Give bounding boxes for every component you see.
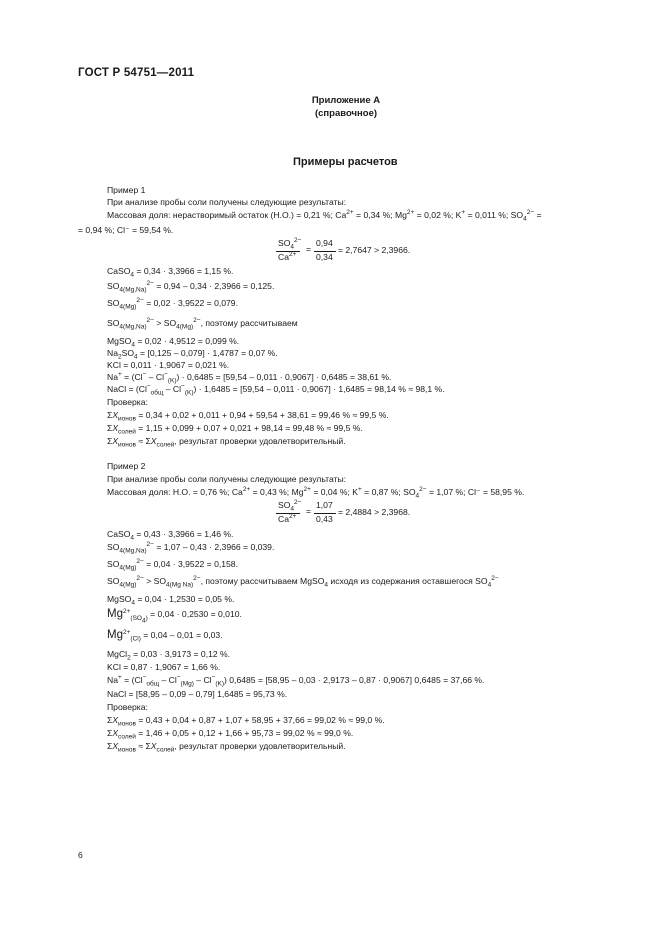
example2-na: $Na^+ = (Cl^-_{общ} - Cl^-_{(Mg)} - Cl^-_{(K)}) 0,6485 = [58,95 - 0,03 \cdot 2,9173 - 0,87 \cdot 0,9067] 0,6485 = 37,66$ %. bbox=[107, 674, 485, 688]
example1-kcl: KCl = 0,011 · 1,9067 = 0,021 %. bbox=[107, 360, 230, 370]
example2-intro: При анализе пробы соли получены следующие результаты: bbox=[107, 474, 347, 484]
fraction-numerator: $SO_4^{2-}$ bbox=[278, 499, 302, 513]
example1-mass-line: Массовая доля: нерастворимый остаток (Н.О.) = 0,21 %; $Ca^{2+} = 0,34$ %; $Mg^{2+} = 0,02$ %; K+ = 0,011 %; $SO_4^{2-}$ = bbox=[107, 209, 542, 223]
section-title: Примеры расчетов bbox=[293, 156, 398, 168]
example2-so4-mgna: $SO_{4(Mg,Na)}^{2-} = 1,07 - 0,43 \cdot 2,3966 = 0,039$. bbox=[107, 541, 275, 555]
fraction-result: = 2,4884 > 2,3968. bbox=[338, 507, 411, 517]
example1-compare: $SO_{4(Mg,Na)}^{2-} > SO_{4(Mg)}^{2-}$, поэтому рассчитываем bbox=[107, 317, 298, 331]
example1-sum-ions: $\Sigma X_{ионов} = 0,34 + 0,02 + 0,011 + 0,94 + 59,54 + 38,61 = 99,46$ % ≈ 99,5 %. bbox=[107, 410, 389, 423]
example1-na: $Na^+ = (Cl^- - Cl^-_{(K)}) \cdot 0,6485 = [59,54 - 0,011 \cdot 0,9067] \cdot 0,6485 = 38,61$ %. bbox=[107, 371, 392, 385]
example1-so4-mg: $SO_{4(Mg)}^{2-} = 0,02 \cdot 3,9522 = 0,079$. bbox=[107, 297, 238, 311]
example2-mgcl2: MgCl$_2$ = 0,03 · 3,9173 = 0,12 %. bbox=[107, 649, 231, 662]
example1-check-heading: Проверка: bbox=[107, 397, 148, 407]
fraction-denominator: 0,34 bbox=[316, 252, 333, 262]
example1-nacl: NaCl = $(Cl^-_{общ} - Cl^-_{(K)}) \cdot 1,6485 = [59,54 - 0,011 \cdot 0,9067] \cdot 1,6485 = 98,14$ % ≈ 98,1 %. bbox=[107, 383, 445, 397]
page-number: 6 bbox=[78, 850, 83, 860]
example2-kcl: KCl = 0,87 · 1,9067 = 1,66 %. bbox=[107, 662, 221, 672]
example2-sum-salts: $\Sigma X_{солей} = 1,46 + 0,05 + 0,12 + 1,66 + 95,73 = 99,02$ % ≈ 99,0 %. bbox=[107, 728, 354, 741]
example2-check-heading: Проверка: bbox=[107, 702, 148, 712]
example2-conclusion: $\Sigma X_{ионов} \approx \Sigma X_{солей}$, результат проверки удовлетворительный. bbox=[107, 741, 346, 754]
example2-heading: Пример 2 bbox=[107, 461, 146, 471]
fraction-numerator: $SO_4^{2-}$ bbox=[278, 237, 302, 251]
fraction-denominator: 0,43 bbox=[316, 514, 333, 524]
example2-mg-cl: $Mg^{2+}_{(Cl)} = 0,04 - 0,01 = 0,03$. bbox=[107, 629, 223, 643]
example2-caso4: CaSO$_4$ = 0,43 · 3,3966 = 1,46 %. bbox=[107, 529, 234, 542]
example1-sum-salts: $\Sigma X_{солей} = 1,15 + 0,099 + 0,07 + 0,021 + 98,14 = 99,48$ % ≈ 99,5 %. bbox=[107, 423, 363, 436]
fraction-denominator: $Ca^{2+}$ bbox=[278, 513, 297, 524]
fraction-denominator: $Ca^{2+}$ bbox=[278, 251, 297, 262]
example1-conclusion: $\Sigma X_{ионов} \approx \Sigma X_{солей}$, результат проверки удовлетворительный. bbox=[107, 436, 346, 449]
fraction-numerator: 1,07 bbox=[316, 500, 333, 510]
example2-mgso4: MgSO$_4$ = 0,04 · 1,2530 = 0,05 %. bbox=[107, 594, 235, 607]
appendix-title: Приложение А bbox=[311, 95, 381, 106]
example2-compare: $SO_{4(Mg)}^{2-} > SO_{4(Mg Na)}^{2-}$, поэтому рассчитываем MgSO$_4$ исходя из содержания оставшегося $SO_4^{2-}$ bbox=[107, 575, 499, 589]
example2-so4-mg: $SO_{4(Mg)}^{2-} = 0,04 \cdot 3,9522 = 0,158$. bbox=[107, 558, 238, 572]
example2-mass-line: Массовая доля: Н.О. = 0,76 %; $Ca^{2+} = 0,43$ %; $Mg^{2+} = 0,04$ %; K+ = 0,87 %; $SO_4^{2-} = 1,07$ %; Cl⁻ = 58,95 %. bbox=[107, 486, 525, 500]
fraction-result: = 2,7647 > 2,3966. bbox=[338, 245, 411, 255]
example1-heading: Пример 1 bbox=[107, 185, 146, 195]
appendix-type: (справочное) bbox=[314, 108, 378, 119]
document-header: ГОСТ Р 54751—2011 bbox=[78, 67, 195, 79]
example1-mgso4: MgSO$_4$ = 0,02 · 4,9512 = 0,099 %. bbox=[107, 336, 240, 349]
fraction-numerator: 0,94 bbox=[316, 238, 333, 248]
example1-so4-mgna: $SO_{4(Mg,Na)}^{2-} = 0,94 - 0,34 \cdot 2,3966 = 0,125$. bbox=[107, 280, 275, 294]
example1-caso4: CaSO$_4$ = 0,34 · 3,3966 = 1,15 %. bbox=[107, 266, 234, 279]
example1-intro: При анализе пробы соли получены следующие результаты: bbox=[107, 197, 347, 207]
example2-nacl: NaCl = [58,95 – 0,09 – 0,79] 1,6485 = 95,73 %. bbox=[107, 689, 288, 699]
example2-sum-ions: $\Sigma X_{ионов} = 0,43 + 0,04 + 0,87 + 1,07 + 58,95 + 37,66 = 99,02$ % ≈ 99,0 %. bbox=[107, 715, 385, 728]
example2-mg-so4: $Mg^{2+}_{(SO_4)} = 0,04 \cdot 0,2530 = 0,010$. bbox=[107, 608, 242, 625]
example1-na2so4: $Na_2SO_4 = [0,125 - 0,079] \cdot 1,4787 = 0,07$ %. bbox=[107, 348, 278, 361]
example1-mass-cont: = 0,94 %; Cl⁻ = 59,54 %. bbox=[78, 225, 174, 235]
